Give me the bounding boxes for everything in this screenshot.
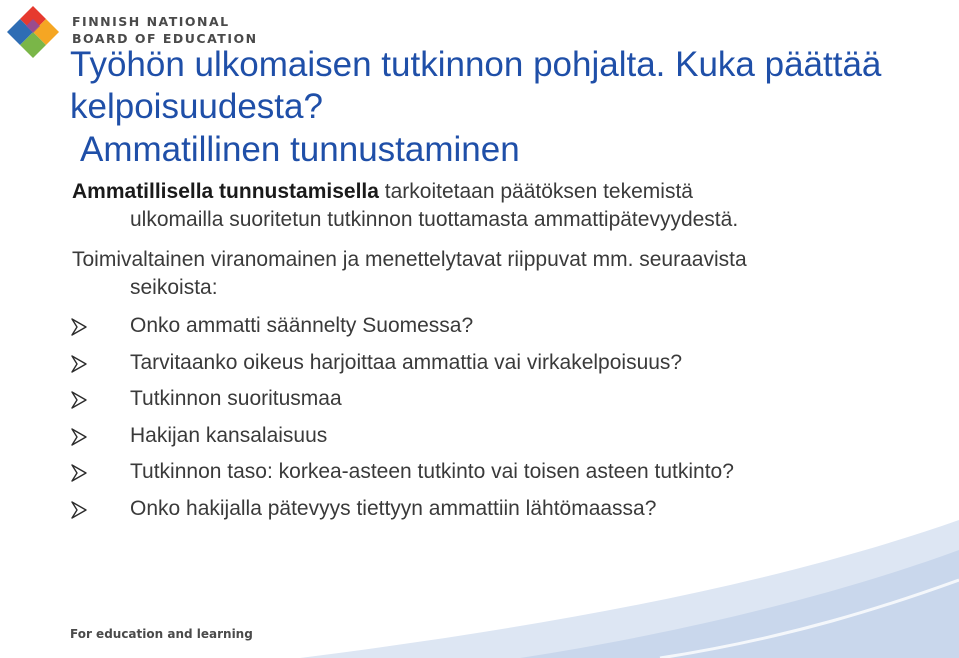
arrow-bullet-icon [70, 391, 88, 409]
organization-name [72, 13, 258, 47]
list-item-text: Tutkinnon taso: korkea-asteen tutkinto vai toisen asteen tutkinto? [130, 460, 734, 483]
arrow-bullet-icon [70, 428, 88, 446]
list-item-text: Tarvitaanko oikeus harjoittaa ammattia vai virkakelpoisuus? [130, 350, 683, 374]
authority-text-1: Toimivaltainen viranomainen ja menettelytavat riippuvat mm. seuraavista [72, 248, 747, 271]
definition-term: Ammatillisella tunnustamisella [72, 180, 379, 203]
footer-tagline: For education and learning [70, 627, 253, 641]
board-logo-icon [4, 4, 62, 62]
definition-paragraph [72, 178, 932, 234]
list-item-text: Tutkinnon suoritusmaa [130, 387, 342, 410]
authority-text-2: seikoista: [130, 276, 218, 299]
org-line-2: BOARD OF EDUCATION [72, 31, 258, 46]
list-item-text: Hakijan kansalaisuus [130, 423, 328, 447]
slide-title: Työhön ulkomaisen tutkinnon pohjalta. Kuka päättää kelpoisuudesta? [70, 45, 882, 126]
arrow-bullet-icon [70, 464, 88, 482]
authority-paragraph [72, 246, 932, 302]
arrow-bullet-icon [70, 355, 88, 373]
org-line-1: FINNISH NATIONAL [72, 14, 230, 29]
list-item-text: Onko hakijalla pätevyys tiettyyn ammattiin lähtömaassa? [130, 496, 657, 520]
arrow-bullet-icon [70, 501, 88, 519]
slide-subtitle: Ammatillinen tunnustaminen [80, 130, 520, 169]
arrow-bullet-icon [70, 318, 88, 336]
definition-text-2: ulkomailla suoritetun tutkinnon tuottamasta ammattipätevyydestä. [130, 208, 739, 231]
definition-text-1: tarkoitetaan päätöksen tekemistä [378, 180, 693, 203]
list-item-text: Onko ammatti säännelty Suomessa? [130, 314, 474, 337]
